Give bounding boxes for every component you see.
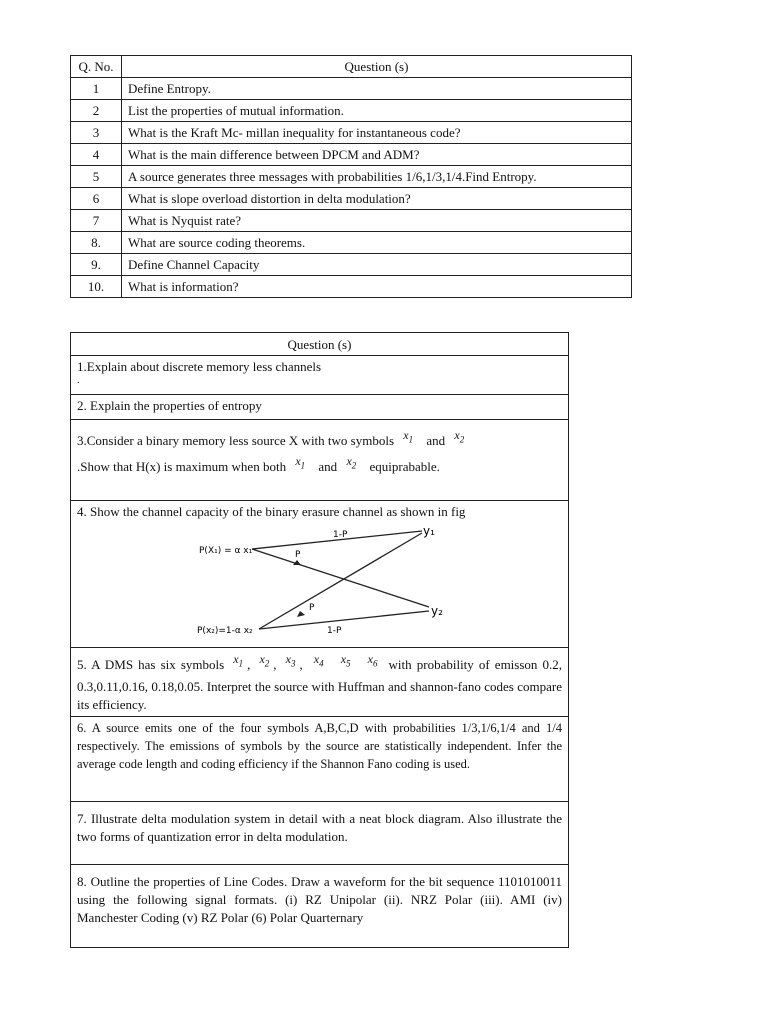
qno-cell: 9. (71, 254, 122, 276)
question-cell: Define Channel Capacity (122, 254, 632, 276)
question-cell: What is the Kraft Mc- millan inequality for instantaneous code? (122, 122, 632, 144)
qno-cell: 6 (71, 188, 122, 210)
question-cell: List the properties of mutual information. (122, 100, 632, 122)
table-row (71, 100, 632, 122)
question-8: 8. Outline the properties of Line Codes. Draw a waveform for the bit sequence 1101010011 using the following signal formats. (i) RZ Unipolar (ii). NRZ Polar (iii). AMI (iv) Manchester Coding (v) RZ Polar (6) Polar Quarternary (71, 865, 569, 948)
symbol-x2: $x_2$ (346, 454, 357, 471)
table-row (71, 254, 632, 276)
symbol-x2: $x_2$ (454, 428, 465, 445)
qno-cell: 4 (71, 144, 122, 166)
label-y1: y₁ (423, 524, 435, 538)
and-text: and (426, 433, 446, 448)
label-cross-top: P (295, 550, 301, 560)
question-cell: What is Nyquist rate? (122, 210, 632, 232)
question-5: 5. A DMS has six symbols $x_1$ , $x_2$ , $x_3$ , $x_4$ $x_5$ $x_6$ with probability of emisson 0.2, 0.3,0.11,0.16, 0.18,0.05. Interpret the source with Huffman and shannon-fano codes compare its efficiency. (71, 648, 569, 717)
qno-cell: 5 (71, 166, 122, 188)
qno-cell: 2 (71, 100, 122, 122)
question-3-line-2 (77, 456, 562, 482)
question-3-text-2: .Show that H(x) is maximum when both (77, 459, 287, 475)
table-row (71, 166, 632, 188)
label-top-edge: 1-P (333, 530, 348, 540)
table-row (71, 144, 632, 166)
table-row (71, 648, 569, 717)
symbol-x1: $x_1$ (295, 454, 306, 471)
table-row (71, 865, 569, 948)
question-3-text-3: equiprabable. (369, 459, 440, 475)
question-cell: A source generates three messages with probabilities 1/6,1/3,1/4.Find Entropy. (122, 166, 632, 188)
table-header-row (71, 56, 632, 78)
question-header: Question (s) (122, 56, 632, 78)
question-5-text-2: with probability of emisson 0.2, 0.3,0.11,0.16, 0.18,0.05. Interpret the source with Huffman and shannon-fano codes compare its efficiency. (77, 657, 563, 713)
table-row (71, 420, 569, 501)
symbol-x1: $x_1$ (233, 652, 244, 669)
symbol-x3: $x_3$ (285, 652, 296, 669)
question-7: 7. Illustrate delta modulation system in detail with a neat block diagram. Also illustrate the two forms of quantization error in delta modulation. (71, 802, 569, 865)
table-row (71, 188, 632, 210)
question-cell: What is slope overload distortion in delta modulation? (122, 188, 632, 210)
edge-x1-y2 (252, 549, 429, 607)
table-row (71, 802, 569, 865)
question-3-text: 3.Consider a binary memory less source X with two symbols (77, 433, 395, 448)
question-3 (71, 420, 569, 501)
table-row (71, 501, 569, 648)
question-cell: Define Entropy. (122, 78, 632, 100)
label-y2: y₂ (431, 604, 443, 618)
label-px1: P(X₁) = α x₁ (199, 546, 253, 556)
qno-cell: 10. (71, 276, 122, 298)
and-text: and (318, 459, 338, 475)
question-4 (71, 501, 569, 648)
label-cross-bottom: P (309, 603, 315, 613)
symbol-x6: $x_6$ (367, 652, 378, 669)
qno-cell: 1 (71, 78, 122, 100)
question-3-line-1 (77, 430, 562, 456)
label-px2: P(x₂)=1-α x₂ (197, 626, 253, 636)
question-2: 2. Explain the properties of entropy (71, 395, 569, 420)
question-header: Question (s) (71, 333, 569, 356)
label-bottom-edge: 1-P (327, 626, 342, 636)
table-row (71, 210, 632, 232)
short-questions-table (70, 55, 632, 298)
question-1 (71, 356, 569, 395)
table-row (71, 232, 632, 254)
qno-cell: 7 (71, 210, 122, 232)
question-4-text: 4. Show the channel capacity of the binary erasure channel as shown in fig (77, 504, 466, 519)
question-5-text: 5. A DMS has six symbols (77, 657, 225, 672)
qno-header: Q. No. (71, 56, 122, 78)
table-row (71, 276, 632, 298)
symbol-x4: $x_4$ (313, 652, 324, 669)
question-cell: What is information? (122, 276, 632, 298)
table-row (71, 78, 632, 100)
symbol-x5: $x_5$ (340, 652, 351, 669)
binary-erasure-channel-diagram (197, 521, 497, 641)
question-6: 6. A source emits one of the four symbols A,B,C,D with probabilities 1/3,1/6,1/4 and 1/4 respectively. The emissions of symbols by the source are statistically independent. Infer the average code length and coding efficiency if the Shannon Fano coding is used. (71, 717, 569, 802)
symbol-x2: $x_2$ (259, 652, 270, 669)
symbol-x1: $x_1$ (403, 428, 414, 445)
qno-cell: 3 (71, 122, 122, 144)
long-questions-table (70, 332, 569, 948)
table-header-row (71, 333, 569, 356)
qno-cell: 8. (71, 232, 122, 254)
question-cell: What are source coding theorems. (122, 232, 632, 254)
table-row (71, 122, 632, 144)
table-row (71, 395, 569, 420)
question-cell: What is the main difference between DPCM and ADM? (122, 144, 632, 166)
arrow-icon (297, 611, 305, 617)
table-row (71, 717, 569, 802)
question-1-text: 1.Explain about discrete memory less channels (77, 359, 322, 374)
table-row (71, 356, 569, 395)
question-1-dot: . (77, 375, 80, 386)
